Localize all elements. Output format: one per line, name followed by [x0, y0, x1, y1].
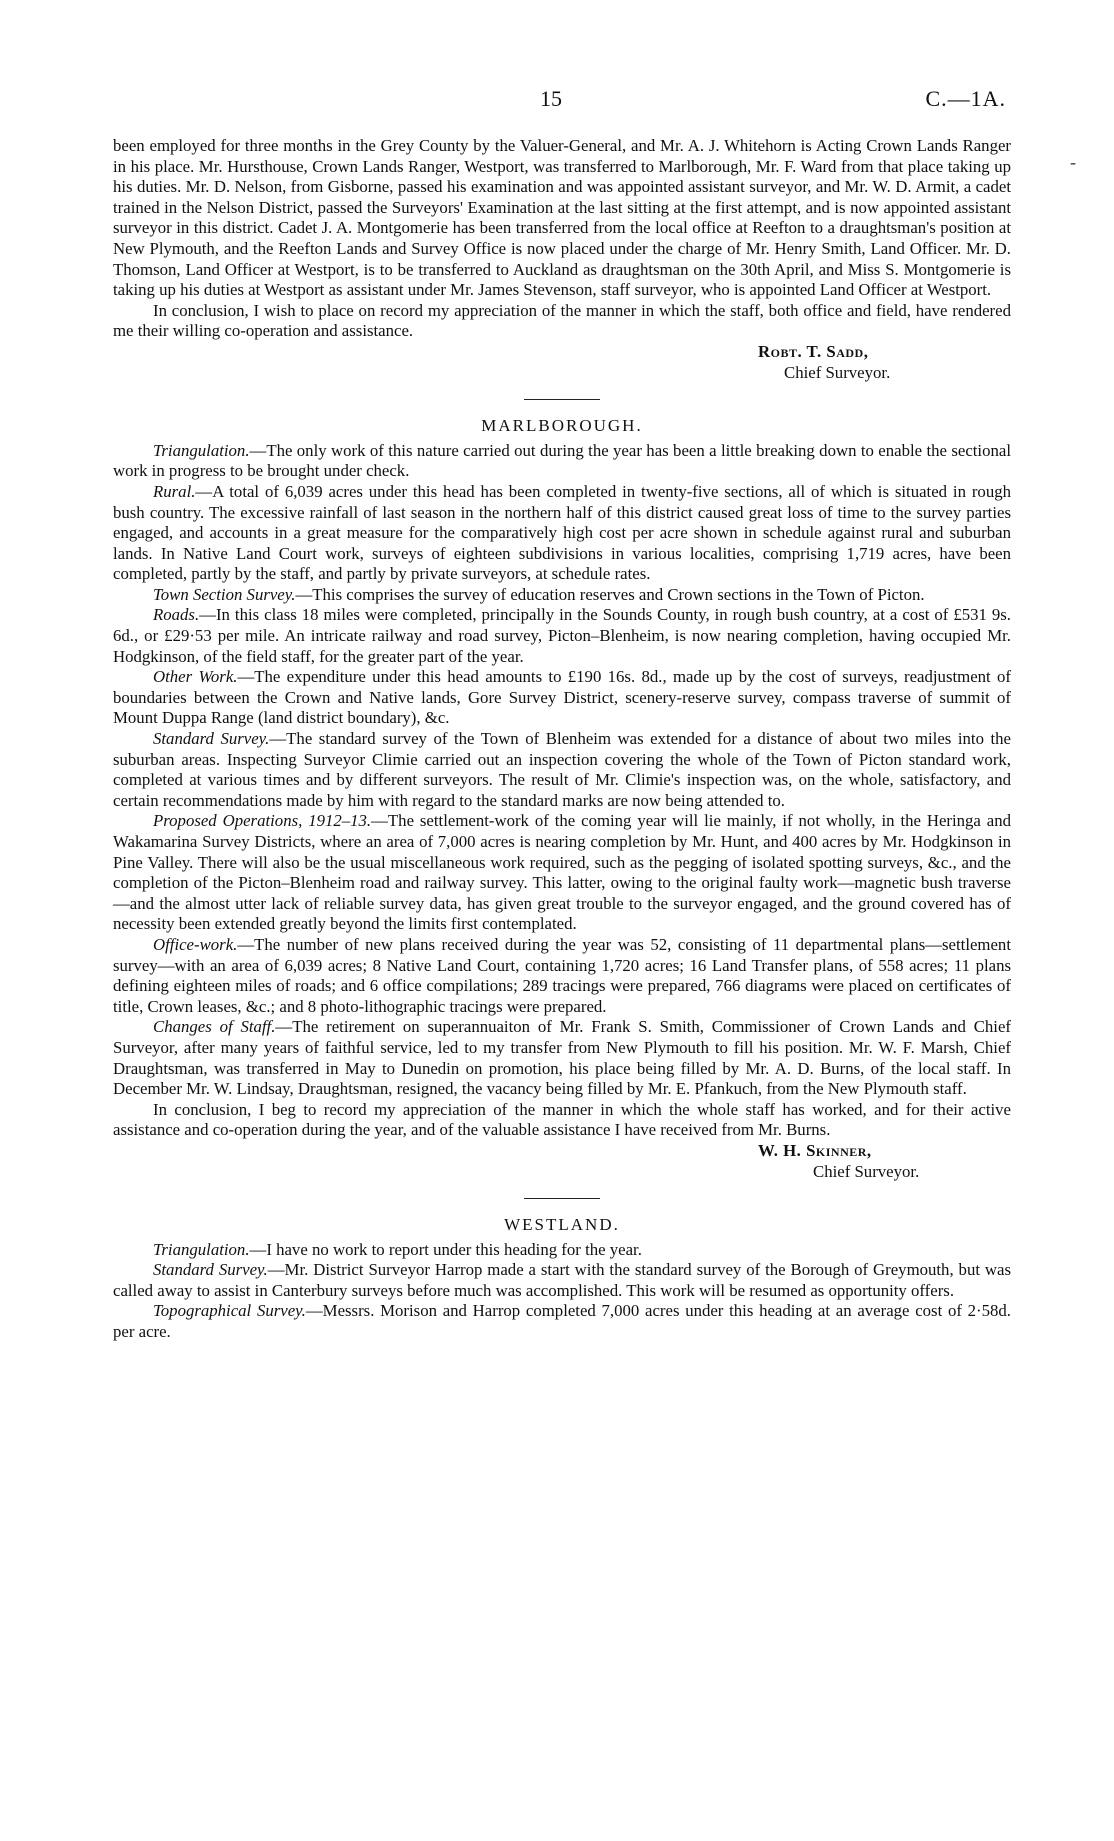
paragraph-lead: Standard Survey.	[153, 1260, 268, 1280]
margin-mark: -	[1070, 152, 1076, 172]
signature-title: Chief Surveyor.	[813, 1161, 920, 1181]
marlborough-signature	[758, 1141, 1011, 1182]
paragraph-standard-survey	[113, 1260, 1011, 1301]
page-number: 15	[540, 86, 562, 111]
paragraph-lead: Rural.	[153, 481, 196, 501]
paragraph-other-work	[113, 667, 1011, 729]
paragraph-changes-of-staff	[113, 1017, 1011, 1099]
signature-title: Chief Surveyor.	[784, 362, 891, 382]
paragraph-conclusion	[113, 1100, 1011, 1141]
paragraph-lead: Proposed Operations, 1912–13.	[153, 811, 372, 831]
paragraph-office-work	[113, 935, 1011, 1017]
section-heading-marlborough: MARLBOROUGH.	[481, 416, 643, 436]
document-body	[113, 136, 1011, 1343]
paragraph-roads	[113, 605, 1011, 667]
paragraph-lead: Triangulation.	[153, 1239, 250, 1259]
paragraph-text: In conclusion, I beg to record my appreciation of the manner in which the whole staff has worked, and for their active assistance and co-operation during the year, and of the valuable assistance I have received from Mr. Burns.	[113, 1099, 1011, 1140]
paragraph-proposed-operations	[113, 811, 1011, 935]
intro-conclusion: In conclusion, I wish to place on record my appreciation of the manner in which the staff, both office and field, have rendered me their willing co-operation and assistance.	[113, 300, 1011, 341]
paragraph-lead: Office-work.	[153, 934, 238, 954]
paragraph-text: —A total of 6,039 acres under this head has been completed in twenty-five sections, all of which is situated in rough bush country. The excessive rainfall of last season in the northern half of this district caused great loss of time to the survey parties engaged, and accounts in a great measure for the comparatively high cost per acre shown in schedule against rural and suburban lands. In Native Land Court work, surveys of eighteen subdivisions in various localities, comprising 1,719 acres, have been completed, partly by the staff, and partly by private surveyors, at schedule rates.	[113, 481, 1011, 584]
paragraph-topographical-survey	[113, 1301, 1011, 1342]
paragraph-lead: Standard Survey.	[153, 729, 270, 749]
paragraph-lead: Changes of Staff.	[153, 1017, 276, 1037]
paragraph-text: —Mr. District Surveyor Harrop made a start with the standard survey of the Borough of Greymouth, but was called away to assist in Canterbury surveys before much was accomplished. This work will be resumed as opportunity offers.	[113, 1260, 1011, 1300]
signature-name: Robt. T. Sadd,	[758, 341, 869, 361]
paragraph-text: —In this class 18 miles were completed, principally in the Sounds County, in rough bush country, at a cost of £531 9s. 6d., or £29·53 per mile. An intricate railway and road survey, Picton–Blenheim, is now nearing completion, having occupied Mr. Hodgkinson, of the field staff, for the greater part of the year.	[113, 605, 1011, 666]
paragraph-standard-survey	[113, 729, 1011, 811]
signature-name: W. H. Skinner,	[758, 1140, 872, 1160]
paragraph-text: —The settlement-work of the coming year will lie mainly, if not wholly, in the Heringa and Wakamarina Survey Districts, where an area of 7,000 acres is nearing completion by Mr. Hunt, and 400 acres by Mr. Hodgkinson in Pine Valley. There will also be the usual miscellaneous work required, such as the pegging of isolated spotting surveys, &c., and the completion of the Picton–Blenheim road and railway survey. This latter, owing to the original faulty work—magnetic bush traverse—and the almost utter lack of reliable survey data, has given great trouble to the surveyor engaged, and the ground covered has of necessity been extended greatly beyond the limits first contemplated.	[113, 811, 1012, 934]
paragraph-lead: Town Section Survey.	[153, 584, 296, 604]
section-divider	[524, 1198, 600, 1199]
paragraph-lead: Other Work.	[153, 667, 238, 687]
paragraph-rural	[113, 482, 1011, 585]
section-heading-westland: WESTLAND.	[504, 1215, 620, 1235]
paragraph-text: —The retirement on superannuaiton of Mr. Frank S. Smith, Commissioner of Crown Lands and Chief Surveyor, after many years of faithful service, led to my transfer from New Plymouth to fill his position. Mr. W. F. Marsh, Chief Draughtsman, was transferred in May to Dunedin on promotion, his place being filled by Mr. A. D. Burns, of the local staff. In December Mr. W. Lindsay, Draughtsman, resigned, the vacancy being filled by Mr. E. Pfankuch, from the New Plymouth staff.	[113, 1017, 1011, 1099]
paragraph-text: —The only work of this nature carried out during the year has been a little breaking down to enable the sectional work in progress to be brought under check.	[113, 440, 1011, 481]
paragraph-text: —I have no work to report under this heading for the year.	[249, 1239, 642, 1259]
document-code: C.—1A.	[925, 86, 1006, 111]
paragraph-lead: Triangulation.	[153, 440, 250, 460]
paragraph-text: —Messrs. Morison and Harrop completed 7,000 acres under this heading at an average cost of 2·58d. per acre.	[113, 1301, 1012, 1342]
paragraph-text: —The standard survey of the Town of Blenheim was extended for a distance of about two miles into the suburban areas. Inspecting Surveyor Climie carried out an inspection covering the whole of the Town of Picton standard work, completed at various times and by different surveyors. The result of Mr. Climie's inspection was, on the whole, satisfactory, and certain recommendations made by him with regard to the standard marks are now being attended to.	[113, 729, 1011, 810]
paragraph-text: —The expenditure under this head amounts to £190 16s. 8d., made up by the cost of surveys, readjustment of boundaries between the Crown and Native lands, Gore Survey District, scenery-reserve survey, compass traverse of summit of Mount Duppa Range (land district boundary), &c.	[113, 667, 1011, 728]
intro-signature	[758, 342, 1011, 383]
paragraph-text: —The number of new plans received during the year was 52, consisting of 11 departmental plans—settlement survey—with an area of 6,039 acres; 8 Native Land Court, containing 1,720 acres; 16 Land Transfer plans, of 558 acres; 11 plans defining eighteen miles of roads; and 6 office compilations; 289 tracings were prepared, 766 diagrams were placed on certificates of title, Crown leases, &c.; and 8 photo-lithographic tracings were prepared.	[113, 934, 1011, 1016]
paragraph-lead: Roads.	[153, 605, 200, 625]
paragraph-text: —This comprises the survey of education reserves and Crown sections in the Town of Picton.	[295, 584, 925, 604]
page-header	[0, 86, 1114, 116]
intro-paragraph: been employed for three months in the Grey County by the Valuer-General, and Mr. A. J. Whitehorn is Acting Crown Lands Ranger in his place. Mr. Hursthouse, Crown Lands Ranger, Westport, was transferred to Marlborough, Mr. F. Ward from that place taking up his duties. Mr. D. Nelson, from Gisborne, passed his examination and was appointed assistant surveyor, and Mr. W. D. Armit, a cadet trained in the Nelson District, passed the Surveyors' Examination at the last sitting at the first attempt, and is now appointed assistant surveyor in this district. Cadet J. A. Montgomerie has been transferred from the local office at Reefton to a draughtsman's position at New Plymouth, and the Reefton Lands and Survey Office is now placed under the charge of Mr. Henry Smith, Land Officer. Mr. D. Thomson, Land Officer at Westport, is to be transferred to Auckland as draughtsman on the 30th April, and Miss S. Montgomerie is taking up his duties at Westport as assistant under Mr. James Stevenson, staff surveyor, who is appointed Land Officer at Westport.	[113, 136, 1011, 300]
paragraph-triangulation	[113, 441, 1011, 482]
section-divider	[524, 399, 600, 400]
paragraph-lead: Topographical Survey.	[153, 1301, 306, 1321]
paragraph-town-section-survey	[113, 585, 1011, 606]
paragraph-triangulation	[113, 1240, 1011, 1261]
